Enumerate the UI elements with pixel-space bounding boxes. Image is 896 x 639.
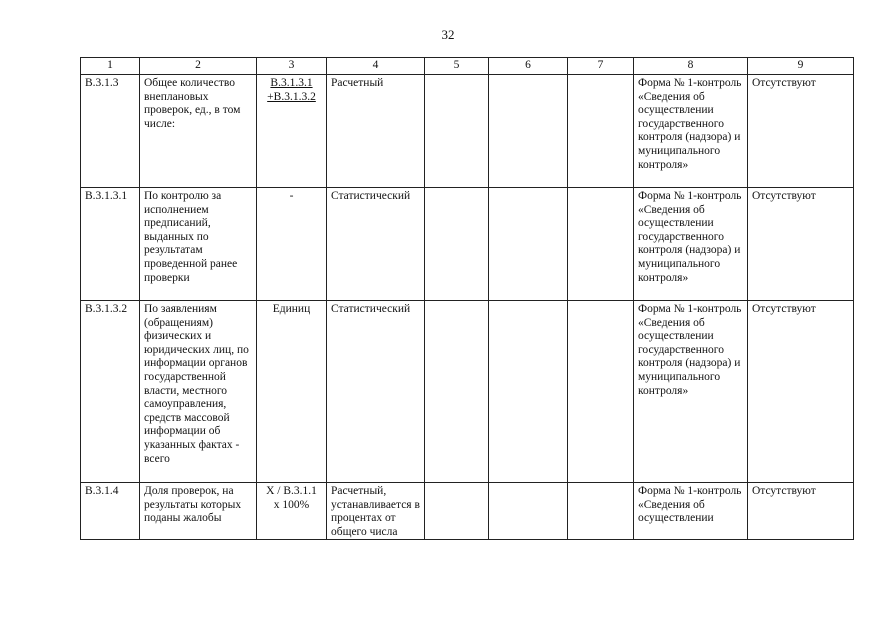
empty-cell: [425, 75, 489, 188]
column-header: 6: [489, 58, 568, 75]
empty-cell: [489, 301, 568, 483]
indicator-code: В.3.1.4: [81, 483, 140, 540]
table-row: [81, 75, 854, 188]
formula-line: В.3.1.3.1: [270, 77, 313, 89]
formula-line: x 100%: [273, 498, 310, 511]
indicator-formula: [257, 483, 327, 540]
indicator-formula: [257, 75, 327, 188]
indicator-code: В.3.1.3.2: [81, 301, 140, 483]
empty-cell: [425, 188, 489, 301]
column-header: 1: [81, 58, 140, 75]
empty-cell: [568, 483, 634, 540]
indicator-formula: [257, 188, 327, 301]
column-header: 3: [257, 58, 327, 75]
indicator-source: Форма № 1-контроль «Сведения об осуществлении: [634, 483, 748, 540]
indicator-name: По контролю за исполнением предписаний, выданных по результатам проведенной ранее проверки: [140, 188, 257, 301]
indicator-note: Отсутствуют: [748, 188, 854, 301]
empty-cell: [568, 301, 634, 483]
indicator-method: Расчетный: [327, 75, 425, 188]
empty-cell: [489, 188, 568, 301]
table-row: [81, 483, 854, 540]
column-header: 8: [634, 58, 748, 75]
indicator-method: Статистический: [327, 188, 425, 301]
indicator-name: По заявлениям (обращениям) физических и юридических лиц, по информации органов государственной власти, местного самоуправления, средств массовой информации об указанных фактах - всего: [140, 301, 257, 483]
table-header-row: [81, 58, 854, 75]
table-row: [81, 301, 854, 483]
indicator-code: В.3.1.3: [81, 75, 140, 188]
formula-text: X / В.3.1.1: [266, 485, 317, 497]
indicator-note: Отсутствуют: [748, 301, 854, 483]
indicator-method: Статистический: [327, 301, 425, 483]
indicator-name: Доля проверок, на результаты которых поданы жалобы: [140, 483, 257, 540]
column-header: 2: [140, 58, 257, 75]
empty-cell: [425, 483, 489, 540]
indicator-note: Отсутствуют: [748, 483, 854, 540]
column-header: 5: [425, 58, 489, 75]
indicator-note: Отсутствуют: [748, 75, 854, 188]
table-row: [81, 188, 854, 301]
indicator-source: Форма № 1-контроль «Сведения об осуществлении государственного контроля (надзора) и муниципального контроля»: [634, 188, 748, 301]
empty-cell: [568, 75, 634, 188]
column-header: 7: [568, 58, 634, 75]
page-number: 32: [441, 27, 455, 42]
indicator-formula: [257, 301, 327, 483]
column-header: 9: [748, 58, 854, 75]
indicator-source: Форма № 1-контроль «Сведения об осуществлении государственного контроля (надзора) и муниципального контроля»: [634, 75, 748, 188]
formula-line: -: [289, 190, 294, 202]
indicator-source: Форма № 1-контроль «Сведения об осуществлении государственного контроля (надзора) и муниципального контроля»: [634, 301, 748, 483]
empty-cell: [425, 301, 489, 483]
column-header: 4: [327, 58, 425, 75]
formula-line: [261, 485, 322, 499]
indicator-method: Расчетный, устанавливается в процентах от общего числа: [327, 483, 425, 540]
indicators-table: [80, 57, 854, 540]
empty-cell: [568, 188, 634, 301]
formula-line: +В.3.1.3.2: [267, 90, 316, 103]
indicator-name: Общее количество внеплановых проверок, ед., в том числе:: [140, 75, 257, 188]
empty-cell: [489, 483, 568, 540]
formula-line: Единиц: [272, 303, 311, 315]
indicator-code: В.3.1.3.1: [81, 188, 140, 301]
empty-cell: [489, 75, 568, 188]
